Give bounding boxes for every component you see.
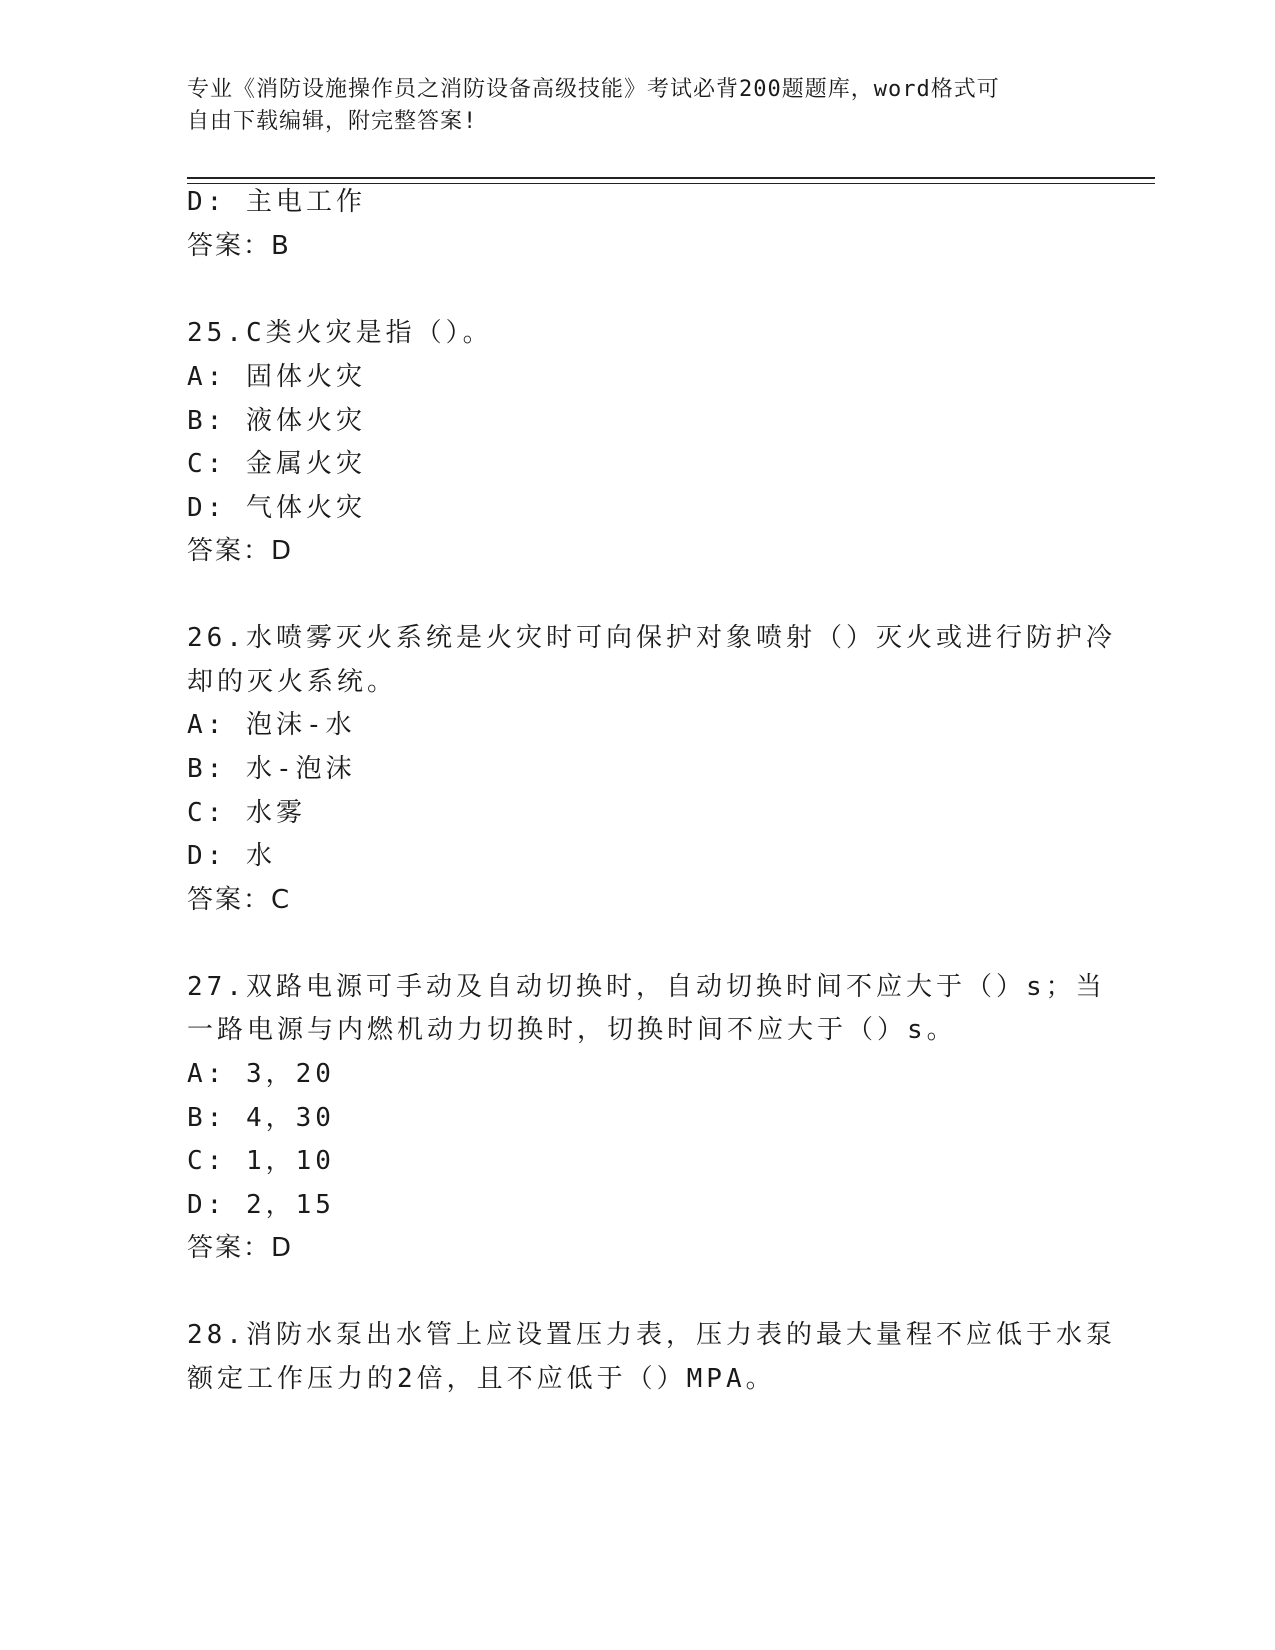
q27-option-c: C: 1，10	[187, 1146, 335, 1176]
q28-stem-line-2: 额定工作压力的2倍，且不应低于（）MPA。	[187, 1364, 776, 1394]
header-line-1: 专业《消防设施操作员之消防设备高级技能》考试必背200题题库，word格式可	[187, 77, 1000, 102]
carryover-option-d: D: 主电工作	[187, 187, 366, 217]
q27-stem-line-1: 27.双路电源可手动及自动切换时，自动切换时间不应大于（）s；当	[187, 972, 1106, 1002]
q25-answer: 答案：D	[187, 536, 294, 566]
q27-option-b: B: 4，30	[187, 1103, 335, 1133]
q25-option-d: D: 气体火灾	[187, 493, 366, 523]
document-header	[187, 74, 1087, 138]
q26-option-d: D: 水	[187, 841, 276, 871]
q25-option-c: C: 金属火灾	[187, 449, 366, 479]
q26-stem-line-1: 26.水喷雾灭火系统是火灾时可向保护对象喷射（）灭火或进行防护冷	[187, 623, 1116, 653]
q25-option-a: A: 固体火灾	[187, 362, 366, 392]
header-divider-thick	[187, 177, 1155, 179]
carryover-answer: 答案：B	[187, 231, 291, 261]
q26-option-c: C: 水雾	[187, 798, 306, 828]
q27-option-d: D: 2，15	[187, 1190, 335, 1220]
q25-stem: 25.C类火灾是指（）。	[187, 318, 493, 348]
q27-option-a: A: 3，20	[187, 1059, 335, 1089]
q27-answer: 答案：D	[187, 1233, 294, 1263]
q25-option-b: B: 液体火灾	[187, 406, 366, 436]
q27-stem-line-2: 一路电源与内燃机动力切换时，切换时间不应大于（）s。	[187, 1015, 957, 1045]
header-line-2: 自由下载编辑，附完整答案!	[187, 109, 478, 134]
q26-option-a: A: 泡沫-水	[187, 710, 356, 740]
header-divider-thin	[187, 183, 1155, 184]
q26-option-b: B: 水-泡沫	[187, 754, 356, 784]
q28-stem-line-1: 28.消防水泵出水管上应设置压力表，压力表的最大量程不应低于水泵	[187, 1320, 1116, 1350]
q26-answer: 答案：C	[187, 885, 292, 915]
q26-stem-line-2: 却的灭火系统。	[187, 667, 398, 697]
